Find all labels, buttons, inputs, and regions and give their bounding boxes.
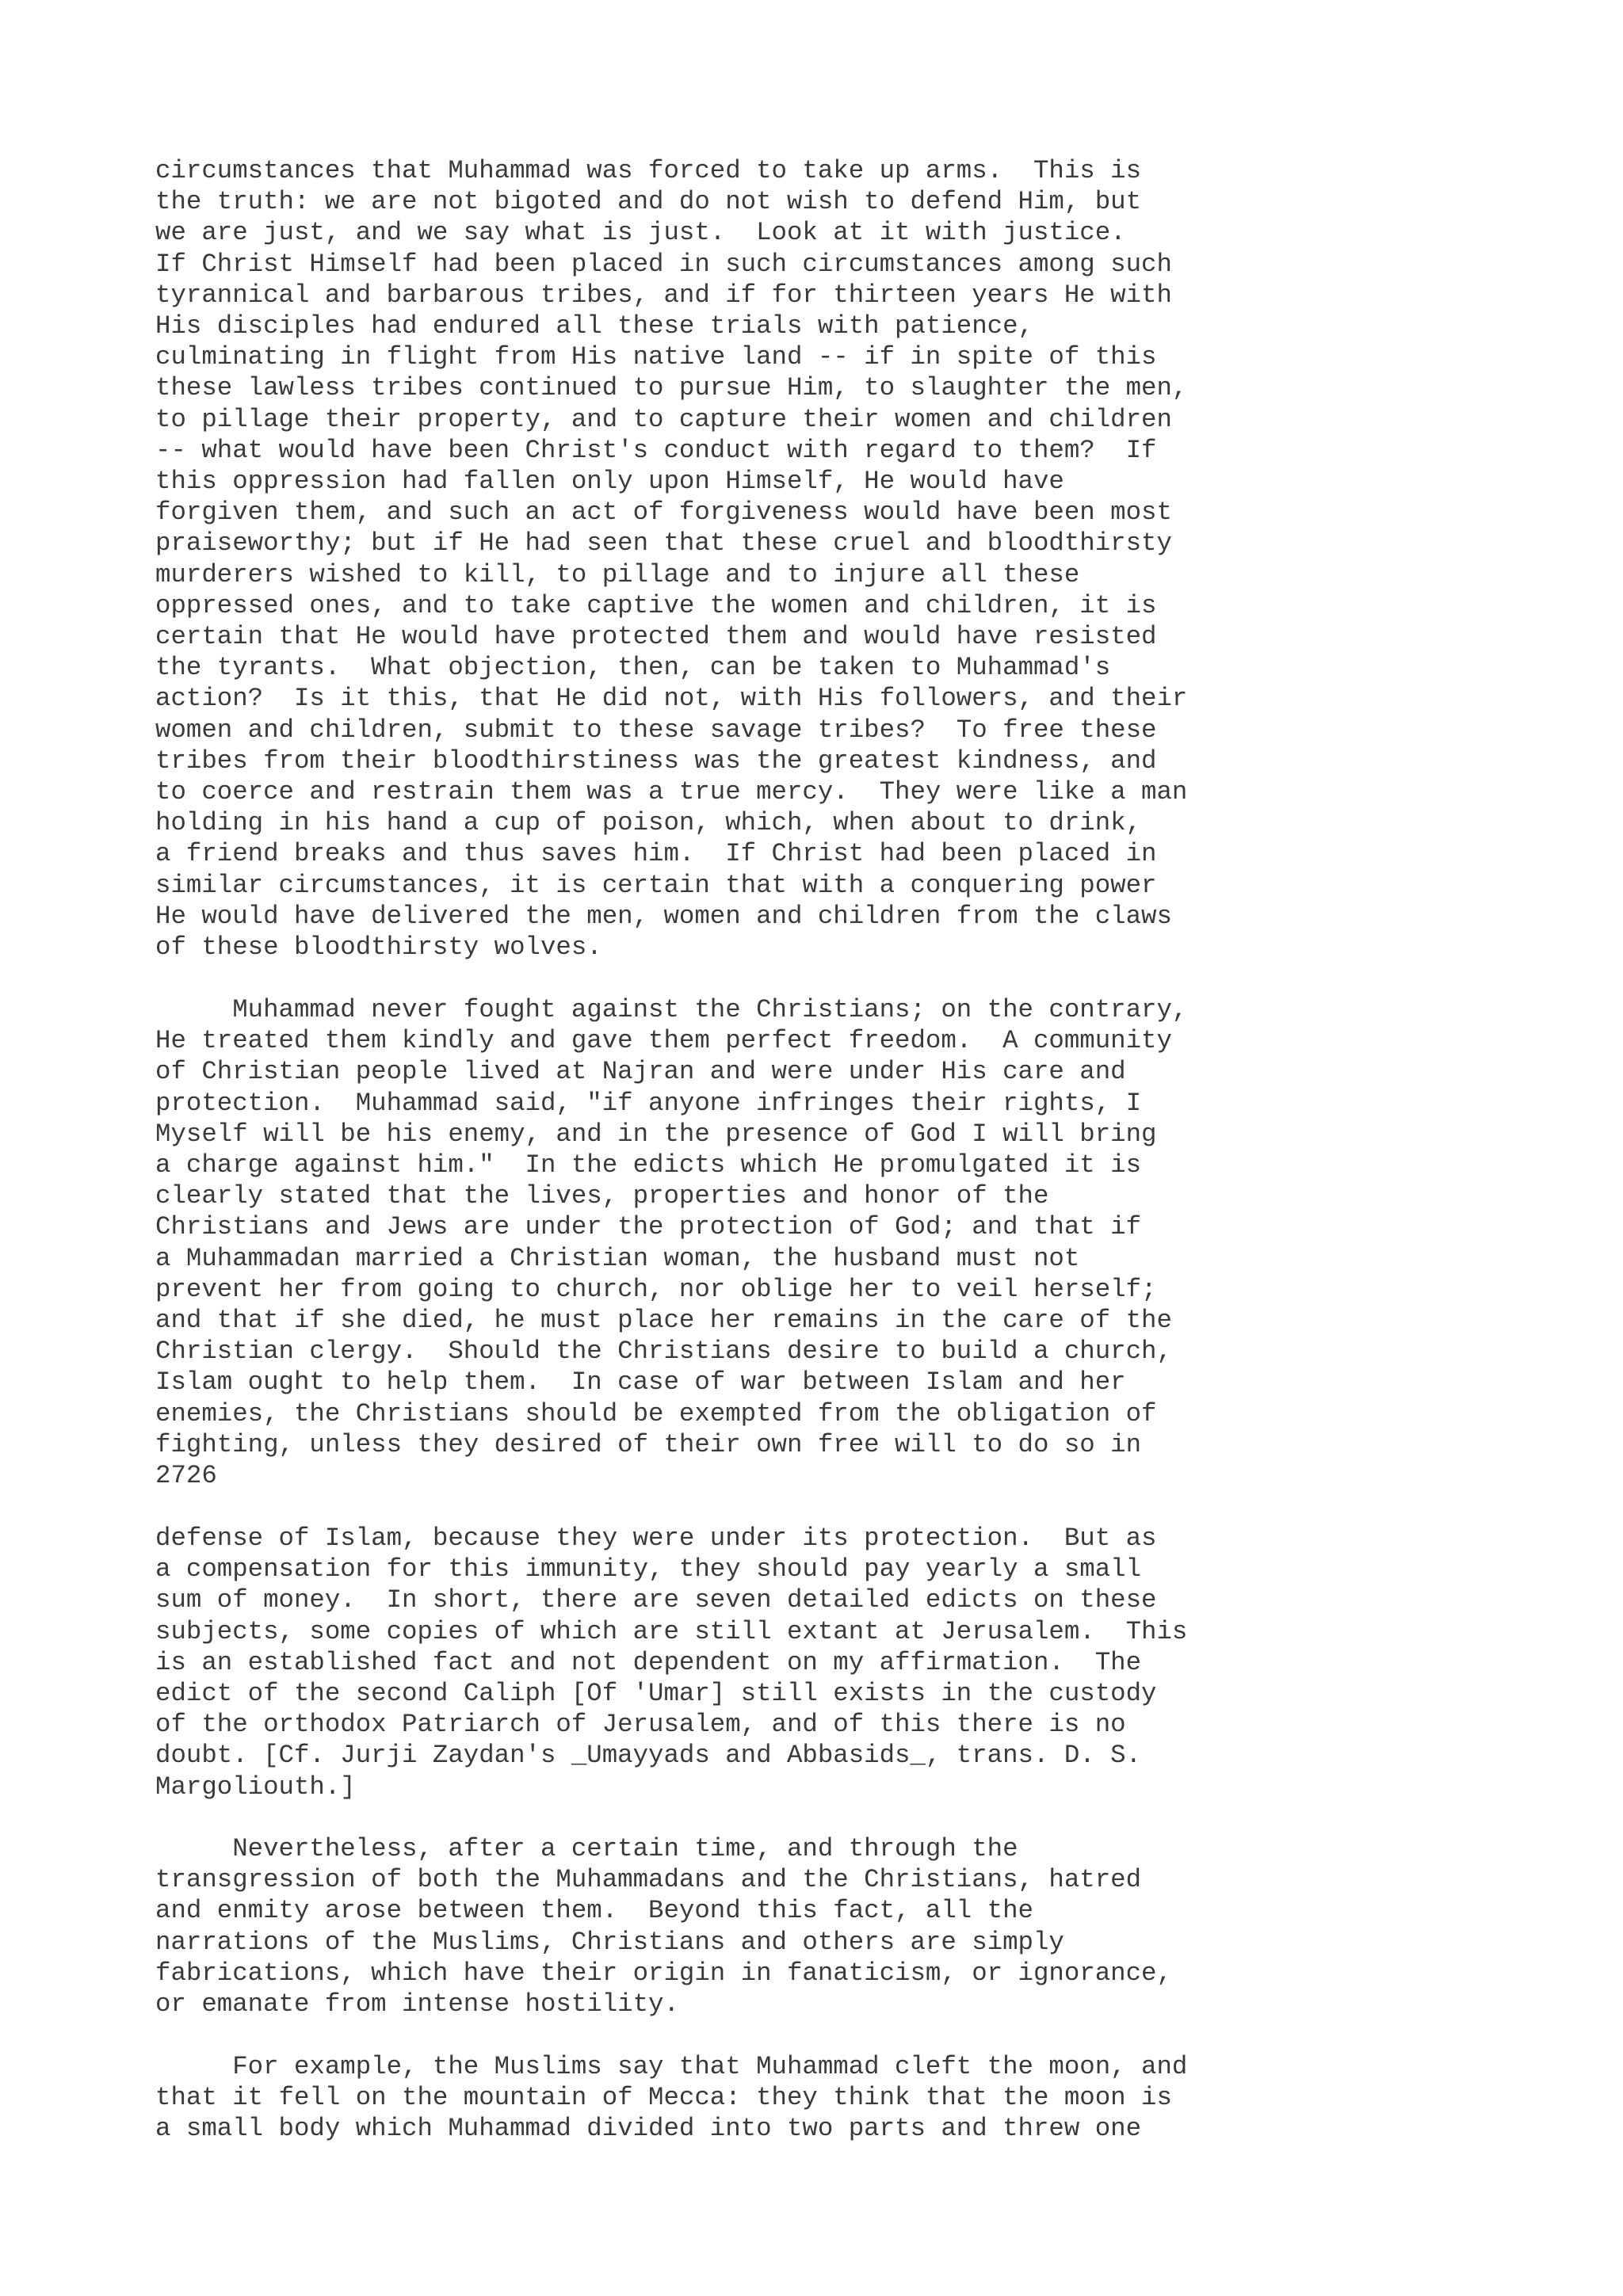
paragraph: circumstances that Muhammad was forced to take up arms. This is the truth: we are not bigoted and do not wish to defend Him, but we are just, and we say what is just. Look at it with justice. If Christ Himself had been placed in such circumstances among such tyrannical and barbarous tribes, and if for thirteen years He with His disciples had endured all these trials with patience, culminating in flight from His native land -- if in spite of this these lawless tribes continued to pursue Him, to slaughter the men, to pillage their property, and to capture their women and children -- what would have been Christ's conduct with regard to them? If this oppression had fallen only upon Himself, He would have forgiven them, and such an act of forgiveness would have been most praiseworthy; but if He had seen that these cruel and bloodthirsty murderers wished to kill, to pillage and to injure all these oppressed ones, and to take captive the women and children, it is certain that He would have protected them and would have resisted the tyrants. What objection, then, can be taken to Muhammad's action? Is it this, that He did not, with His followers, and their women and children, submit to these savage tribes? To free these tribes from their bloodthirstiness was the greatest kindness, and to coerce and restrain them was a true mercy. They were like a man holding in his hand a cup of poison, which, when about to drink, a friend breaks and thus saves him. If Christ had been placed in similar circumstances, it is certain that with a conquering power He would have delivered the men, women and children from the claws of these bloodthirsty wolves. bbox=[155, 156, 1188, 963]
paragraph: Muhammad never fought against the Christians; on the contrary, He treated them kindly and gave them perfect freedom. A community of Christian people lived at Najran and were under His care and protection. Muhammad said, "if anyone infringes their rights, I Myself will be his enemy, and in the presence of God I will bring a charge against him." In the edicts which He promulgated it is clearly stated that the lives, properties and honor of the Christians and Jews are under the protection of God; and that if a Muhammadan married a Christian woman, the husband must not prevent her from going to church, nor oblige her to veil herself; and that if she died, he must place her remains in the care of the Christian clergy. Should the Christians desire to build a church, Islam ought to help them. In case of war between Islam and her enemies, the Christians should be exempted from the obligation of fighting, unless they desired of their own free will to do so in 2726 bbox=[155, 995, 1188, 1491]
paragraph: defense of Islam, because they were under its protection. But as a compensation for this immunity, they should pay yearly a small sum of money. In short, there are seven detailed edicts on these subjects, some copies of which are still extant at Jerusalem. This is an established fact and not dependent on my affirmation. The edict of the second Caliph [Of 'Umar] still exists in the custody of the orthodox Patriarch of Jerusalem, and of this there is no doubt. [Cf. Jurji Zaydan's _Umayyads and Abbasids_, trans. D. S. Margoliouth.] bbox=[155, 1524, 1188, 1802]
paragraph: For example, the Muslims say that Muhammad cleft the moon, and that it fell on the mountain of Mecca: they think that the moon is a small body which Muhammad divided into two parts and threw one bbox=[155, 2052, 1188, 2144]
paragraph: Nevertheless, after a certain time, and through the transgression of both the Muhammadans and the Christians, hatred and enmity arose between them. Beyond this fact, all the narrations of the Muslims, Christians and others are simply fabrications, which have their origin in fanaticism, or ignorance, or emanate from intense hostility. bbox=[155, 1834, 1172, 2019]
